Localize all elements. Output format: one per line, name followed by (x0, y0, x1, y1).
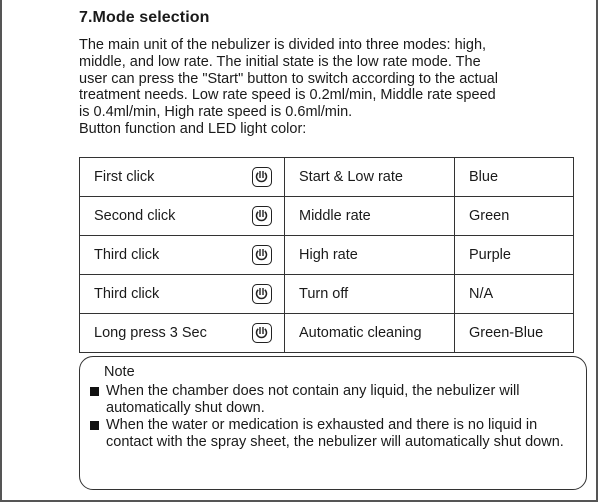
action-label: Third click (94, 286, 160, 302)
power-button-icon (252, 323, 272, 343)
action-label: Second click (94, 208, 176, 224)
note-item-text: When the water or medication is exhausted and there is no liquid in contact with the spray sheet, the nebulizer will automatically shut down. (106, 417, 564, 450)
note-box (79, 356, 587, 490)
note-item (90, 417, 580, 450)
intro-line: user can press the "Start" button to switch according to the actual (79, 70, 498, 87)
section-heading: 7.Mode selection (79, 9, 210, 26)
led-color-cell: N/A (455, 275, 574, 314)
action-cell (80, 158, 285, 197)
note-item (90, 383, 580, 416)
mode-row (80, 158, 574, 197)
action-label: Third click (94, 247, 160, 263)
action-cell (80, 236, 285, 275)
intro-line: Button function and LED light color: (79, 120, 307, 137)
page-frame-left (0, 0, 2, 502)
intro-line: treatment needs. Low rate speed is 0.2ml/min, Middle rate speed (79, 87, 496, 104)
power-button-icon (252, 245, 272, 265)
power-button-icon (252, 167, 272, 187)
function-cell: Turn off (285, 275, 455, 314)
function-cell: High rate (285, 236, 455, 275)
mode-table (79, 157, 574, 353)
note-item-text: When the chamber does not contain any liquid, the nebulizer will automatically shut down. (106, 383, 520, 416)
intro-paragraph (79, 37, 579, 138)
mode-row (80, 275, 574, 314)
action-label: First click (94, 169, 155, 185)
action-label: Long press 3 Sec (94, 325, 207, 341)
note-title: Note (104, 364, 135, 380)
function-cell: Middle rate (285, 197, 455, 236)
intro-line: middle, and low rate. The initial state is the low rate mode. The (79, 53, 481, 70)
led-color-cell: Green-Blue (455, 314, 574, 353)
power-button-icon (252, 206, 272, 226)
page-frame-right (596, 0, 598, 502)
action-cell (80, 275, 285, 314)
action-cell (80, 314, 285, 353)
square-bullet-icon (90, 421, 99, 430)
intro-line: is 0.4ml/min, High rate speed is 0.6ml/min. (79, 104, 353, 121)
function-cell: Automatic cleaning (285, 314, 455, 353)
square-bullet-icon (90, 387, 99, 396)
mode-row (80, 236, 574, 275)
action-cell (80, 197, 285, 236)
led-color-cell: Blue (455, 158, 574, 197)
led-color-cell: Green (455, 197, 574, 236)
mode-row (80, 197, 574, 236)
power-button-icon (252, 284, 272, 304)
intro-line: The main unit of the nebulizer is divided into three modes: high, (79, 37, 487, 53)
led-color-cell: Purple (455, 236, 574, 275)
note-list (90, 383, 580, 451)
function-cell: Start & Low rate (285, 158, 455, 197)
mode-row (80, 314, 574, 353)
